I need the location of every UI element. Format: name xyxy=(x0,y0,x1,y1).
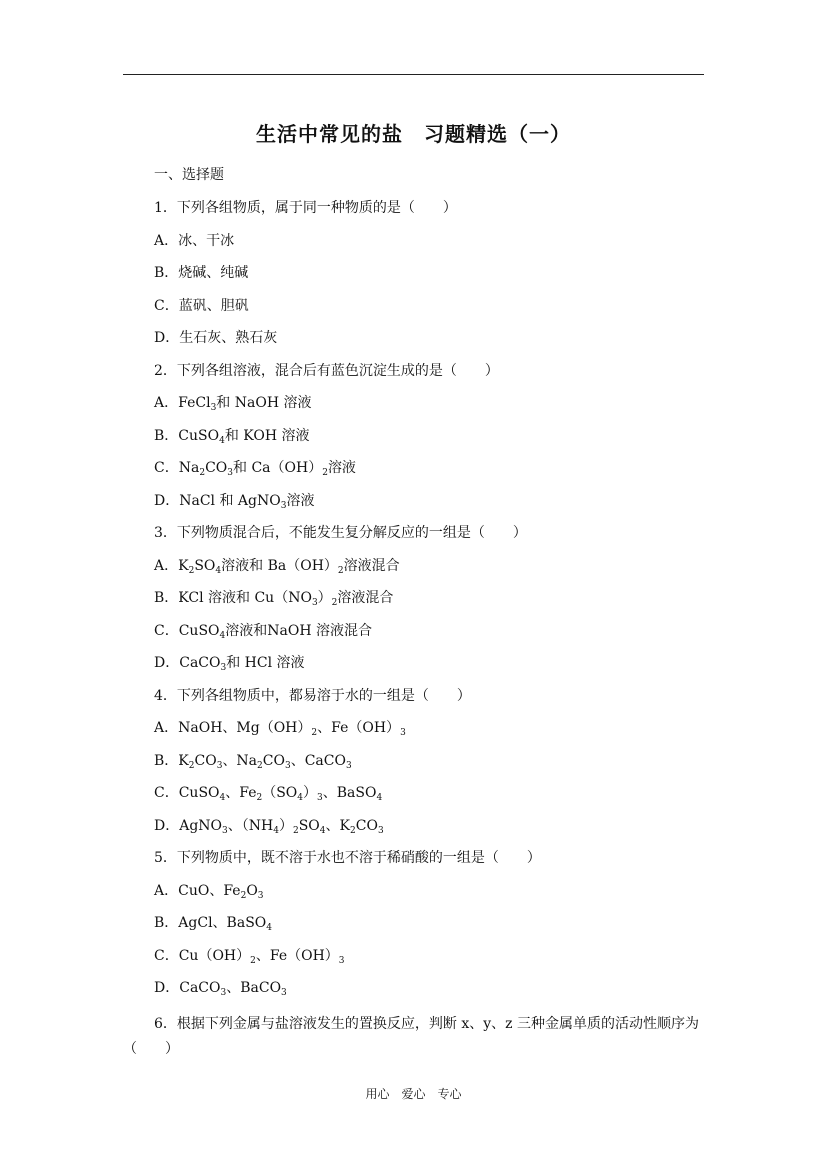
option-label: B． xyxy=(154,265,179,281)
option-text: CuSO xyxy=(178,623,220,639)
option-label: A． xyxy=(154,558,179,574)
question-4-option-a xyxy=(154,719,406,737)
subscript: 2 xyxy=(292,826,299,836)
option-label: B． xyxy=(154,915,179,931)
question-5-option-b xyxy=(154,914,272,932)
subscript: 4 xyxy=(273,826,279,836)
question-1-option-b xyxy=(154,264,248,282)
option-text: SO xyxy=(194,558,216,574)
option-text: 和 Ca（OH） xyxy=(233,460,323,476)
subscript: 4 xyxy=(376,793,383,803)
subscript: 4 xyxy=(219,436,225,446)
option-label: C． xyxy=(154,785,179,801)
subscript: 3 xyxy=(317,793,323,803)
option-text: CO xyxy=(355,818,378,834)
option-text: 溶液 xyxy=(327,460,356,476)
subscript: 2 xyxy=(322,468,328,478)
option-text: 溶液混合 xyxy=(337,590,394,606)
question-6-stem: 6．根据下列金属与盐溶液发生的置换反应，判断 x、y、z 三种金属单质的活动性顺序为（ ） xyxy=(123,1016,699,1057)
option-text: CaCO xyxy=(179,655,221,671)
question-2-option-a xyxy=(154,394,311,412)
subscript: 3 xyxy=(338,956,345,966)
option-text: 、BaSO xyxy=(322,785,377,801)
option-text: 和 HCl 溶液 xyxy=(226,655,305,671)
option-text: 烧碱、纯碱 xyxy=(178,265,249,281)
question-3-option-d xyxy=(154,654,305,672)
subscript: 2 xyxy=(250,956,256,966)
question-4-option-d xyxy=(154,817,384,835)
header-rule xyxy=(123,74,704,75)
question-5-option-a xyxy=(154,882,264,900)
subscript: 2 xyxy=(311,728,318,738)
option-text: O xyxy=(246,883,258,899)
option-text: 、CaCO xyxy=(290,753,346,769)
subscript: 3 xyxy=(227,468,233,478)
option-text: 和 KOH 溶液 xyxy=(224,428,310,444)
option-text: KCl 溶液和 Cu（NO xyxy=(178,590,312,606)
option-label: C． xyxy=(154,460,179,476)
subscript: 4 xyxy=(215,566,222,576)
question-4-stem: 4．下列各组物质中，都易溶于水的一组是（ ） xyxy=(154,688,471,704)
question-5-stem: 5．下列物质中，既不溶于水也不溶于稀硝酸的一组是（ ） xyxy=(154,850,541,866)
option-text: 、Fe（OH） xyxy=(317,720,401,736)
subscript: 2 xyxy=(337,566,344,576)
option-text: CuSO xyxy=(178,785,220,801)
subscript: 3 xyxy=(284,761,291,771)
page-footer: 用心 爱心 专心 xyxy=(365,1087,462,1101)
subscript: 3 xyxy=(311,598,318,608)
question-3-stem: 3．下列物质混合后，不能发生复分解反应的一组是（ ） xyxy=(154,525,527,541)
question-2-option-d xyxy=(154,492,314,510)
subscript: 3 xyxy=(345,761,352,771)
option-text: 溶液 xyxy=(286,493,315,509)
subscript: 2 xyxy=(350,826,356,836)
option-text: Cu（OH） xyxy=(178,948,251,964)
option-text: CuO、Fe xyxy=(178,883,241,899)
question-1-option-a xyxy=(154,232,234,250)
option-text: 、（NH xyxy=(227,818,274,834)
subscript: 2 xyxy=(199,468,206,478)
option-label: D． xyxy=(154,330,180,346)
option-text: 溶液和NaOH 溶液混合 xyxy=(225,623,372,639)
question-3-option-b xyxy=(154,589,393,607)
subscript: 3 xyxy=(257,891,264,901)
subscript: 3 xyxy=(377,826,384,836)
option-text: CO xyxy=(205,460,228,476)
option-text: （SO xyxy=(262,785,298,801)
question-5-option-d xyxy=(154,979,287,997)
option-text: 、K xyxy=(325,818,350,834)
subscript: 3 xyxy=(216,761,223,771)
option-text: CaCO xyxy=(179,980,221,996)
document-title: 生活中常见的盐 习题精选（一） xyxy=(256,122,571,146)
option-text: AgCl、BaSO xyxy=(178,915,267,931)
subscript: 3 xyxy=(280,501,287,511)
option-label: D． xyxy=(154,493,180,509)
question-1-stem: 1．下列各组物质，属于同一种物质的是（ ） xyxy=(154,200,457,216)
option-label: C． xyxy=(154,623,179,639)
subscript: 4 xyxy=(219,631,226,641)
question-1-option-c xyxy=(154,297,249,315)
subscript: 2 xyxy=(188,566,195,576)
subscript: 3 xyxy=(210,403,217,413)
subscript: 4 xyxy=(297,793,304,803)
subscript: 2 xyxy=(240,891,247,901)
option-label: B． xyxy=(154,753,179,769)
option-text: K xyxy=(178,753,189,769)
option-text: ） xyxy=(317,590,332,606)
subscript: 2 xyxy=(331,598,338,608)
subscript: 3 xyxy=(220,663,227,673)
option-text: 、Na xyxy=(222,753,258,769)
subscript: 3 xyxy=(400,728,406,738)
question-4-option-c xyxy=(154,784,382,802)
subscript: 3 xyxy=(222,826,228,836)
option-text: 溶液混合 xyxy=(343,558,400,574)
option-text: 、Fe xyxy=(225,785,257,801)
option-text: CO xyxy=(194,753,217,769)
option-label: A． xyxy=(154,395,179,411)
option-text: 蓝矾、胆矾 xyxy=(178,298,249,314)
option-text: CO xyxy=(262,753,285,769)
option-label: A． xyxy=(154,233,179,249)
option-text: ） xyxy=(303,785,318,801)
section-heading: 一、选择题 xyxy=(154,167,224,183)
option-text: 、BaCO xyxy=(226,980,282,996)
option-text: 和 NaOH 溶液 xyxy=(216,395,312,411)
option-text: NaCl 和 AgNO xyxy=(179,493,281,509)
option-label: D． xyxy=(154,818,180,834)
option-text: CuSO xyxy=(178,428,220,444)
subscript: 2 xyxy=(257,761,263,771)
option-text: AgNO xyxy=(179,818,223,834)
subscript: 4 xyxy=(266,923,272,933)
question-5-option-c xyxy=(154,947,345,965)
option-label: B． xyxy=(154,590,179,606)
subscript: 2 xyxy=(188,761,195,771)
option-label: A． xyxy=(154,883,179,899)
question-2-stem: 2．下列各组溶液，混合后有蓝色沉淀生成的是（ ） xyxy=(154,363,499,379)
option-label: D． xyxy=(154,980,180,996)
option-label: D． xyxy=(154,655,180,671)
option-text: K xyxy=(178,558,189,574)
option-label: C． xyxy=(154,948,179,964)
subscript: 3 xyxy=(281,988,287,998)
option-text: 、Fe（OH） xyxy=(255,948,339,964)
option-text: 生石灰、熟石灰 xyxy=(179,330,278,346)
option-label: B． xyxy=(154,428,179,444)
option-text: 溶液和 Ba（OH） xyxy=(221,558,338,574)
question-3-option-c xyxy=(154,622,372,640)
question-2-option-c xyxy=(154,459,356,477)
option-label: A． xyxy=(154,720,179,736)
option-label: C． xyxy=(154,298,179,314)
option-text: NaOH、Mg（OH） xyxy=(178,720,312,736)
option-text: Na xyxy=(178,460,200,476)
question-3-option-a xyxy=(154,557,400,575)
subscript: 4 xyxy=(319,826,326,836)
subscript: 3 xyxy=(220,988,227,998)
question-4-option-b xyxy=(154,752,352,770)
question-1-option-d xyxy=(154,329,277,347)
option-text: ） xyxy=(278,818,293,834)
option-text: SO xyxy=(298,818,320,834)
subscript: 4 xyxy=(219,793,226,803)
subscript: 2 xyxy=(256,793,263,803)
option-text: FeCl xyxy=(178,395,211,411)
question-2-option-b xyxy=(154,427,310,445)
option-text: 冰、干冰 xyxy=(178,233,235,249)
